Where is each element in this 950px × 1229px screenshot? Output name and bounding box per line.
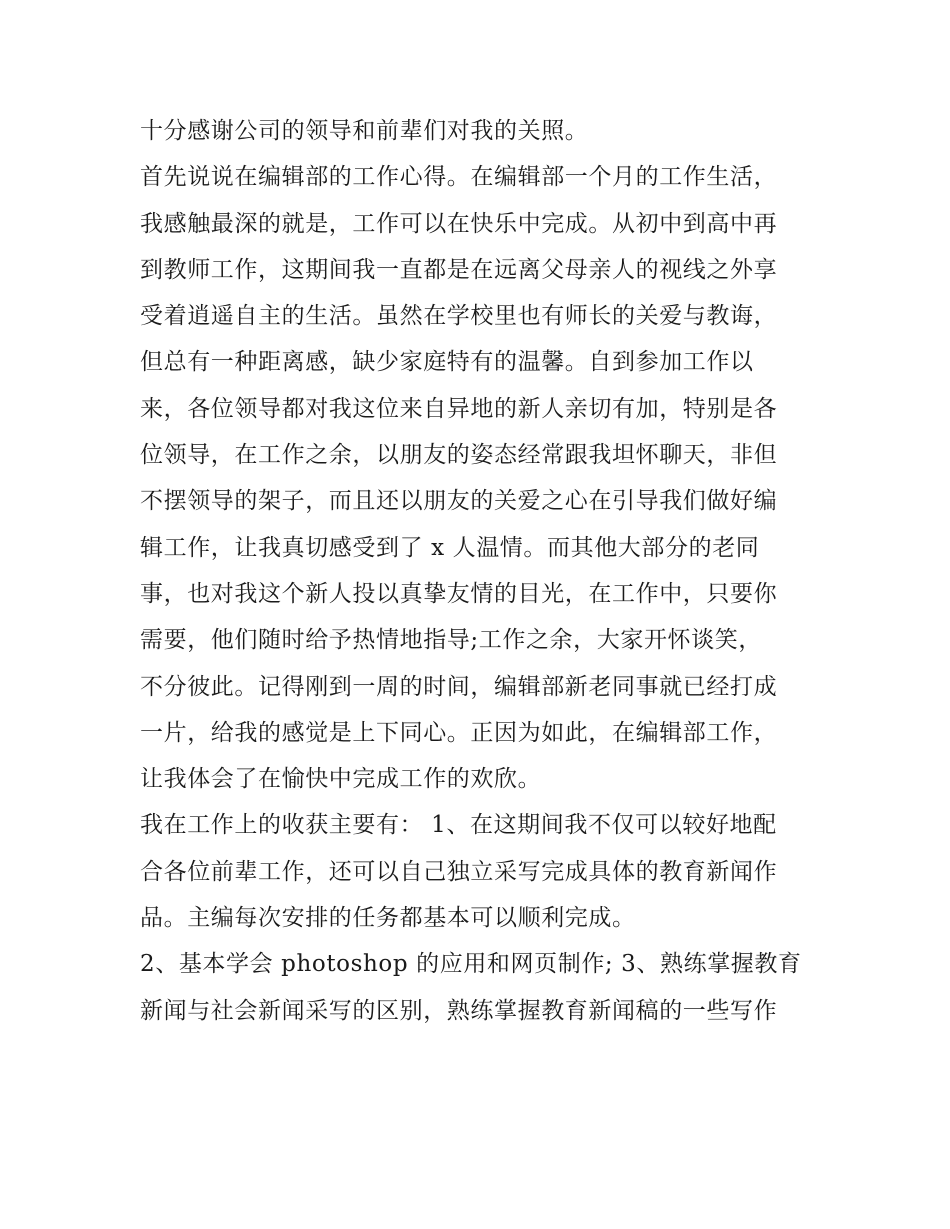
text-line: 一片，给我的感觉是上下同心。正因为如此，在编辑部工作， xyxy=(140,719,778,746)
text-line: 辑工作，让我真切感受到了 x 人温情。而其他大部分的老同 xyxy=(140,534,760,561)
document-body xyxy=(140,108,820,1034)
text-line: 位领导，在工作之余，以朋友的姿态经常跟我坦怀聊天，非但 xyxy=(140,442,778,469)
text-line: 让我体会了在愉快中完成工作的欢欣。 xyxy=(140,766,542,793)
text-line: 不摆领导的架子，而且还以朋友的关爱之心在引导我们做好编 xyxy=(140,488,778,515)
text-line: 受着逍遥自主的生活。虽然在学校里也有师长的关爱与教诲， xyxy=(140,303,778,330)
text-line: 我在工作上的收获主要有： 1、在这期间我不仅可以较好地配 xyxy=(140,812,777,839)
text-line: 不分彼此。记得刚到一周的时间，编辑部新老同事就已经打成 xyxy=(140,673,778,700)
text-line: 事，也对我这个新人投以真挚友情的目光，在工作中，只要你 xyxy=(140,580,778,607)
text-line: 但总有一种距离感，缺少家庭特有的温馨。自到参加工作以 xyxy=(140,349,754,376)
text-line: 新闻与社会新闻采写的区别，熟练掌握教育新闻稿的一些写作 xyxy=(140,997,778,1024)
text-line: 到教师工作，这期间我一直都是在远离父母亲人的视线之外享 xyxy=(140,256,778,283)
text-line: 十分感谢公司的领导和前辈们对我的关照。 xyxy=(140,118,589,144)
text-line: 我感触最深的就是，工作可以在快乐中完成。从初中到高中再 xyxy=(140,210,778,237)
text-line: 合各位前辈工作，还可以自己独立采写完成具体的教育新闻作 xyxy=(140,858,778,885)
text-line: 首先说说在编辑部的工作心得。在编辑部一个月的工作生活， xyxy=(140,164,778,191)
text-line: 来，各位领导都对我这位来自异地的新人亲切有加，特别是各 xyxy=(140,395,778,422)
text-line: 品。主编每次安排的任务都基本可以顺利完成。 xyxy=(140,905,636,932)
text-line: 2、基本学会 photoshop 的应用和网页制作; 3、熟练掌握教育 xyxy=(140,951,802,978)
text-line: 需要，他们随时给予热情地指导;工作之余，大家开怀谈笑， xyxy=(140,627,762,654)
